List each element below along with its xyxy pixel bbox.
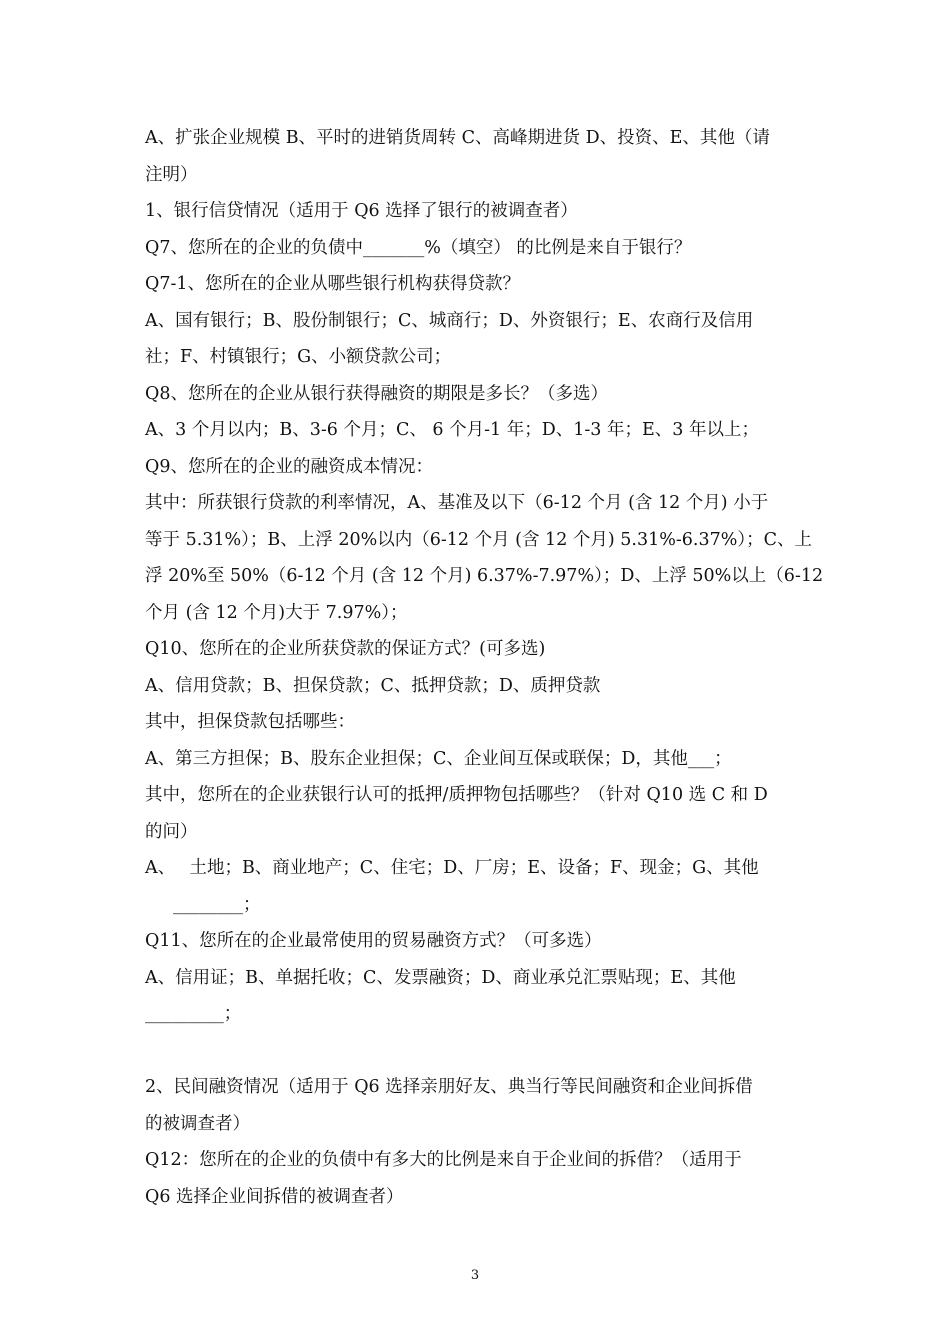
answer-options: _________； — [145, 1004, 242, 1024]
answer-options: A、 土地；B、商业地产；C、住宅；D、厂房；E、设备；F、现金；G、其他 — [145, 858, 759, 878]
paragraph-gap — [145, 1033, 810, 1070]
section-heading: 2、民间融资情况（适用于 Q6 选择亲朋好友、典当行等民间融资和企业间拆借 — [145, 1077, 753, 1097]
section-heading: 的被调查者） — [145, 1113, 250, 1134]
answer-options: 等于 5.31%）；B、上浮 20%以内（6-12 个月 (含 12 个月) 5.31%-6.37%）；C、上 — [145, 529, 813, 550]
page-number: 3 — [470, 1268, 480, 1283]
text-line: 的问） — [145, 821, 198, 842]
text-line: 其中，担保贷款包括哪些： — [145, 712, 355, 732]
answer-options: 个月 (含 12 个月)大于 7.97%）； — [145, 602, 408, 623]
answer-options: A、信用证；B、单据托收；C、发票融资；D、商业承兑汇票贴现；E、其他 — [145, 967, 736, 988]
answer-options: 其中：所获银行贷款的利率情况，A、基准及以下（6-12 个月 (含 12 个月) 小于 — [145, 493, 769, 513]
answer-options: 社；F、村镇银行；G、小额贷款公司； — [145, 347, 452, 367]
question-q11: Q11、您所在的企业最常使用的贸易融资方式？（可多选） — [145, 931, 602, 951]
answer-options: A、3 个月以内；B、3-6 个月；C、 6 个月-1 年；D、1-3 年；E、3 年以上； — [145, 420, 759, 440]
section-heading: 1、银行信贷情况（适用于 Q6 选择了银行的被调查者） — [145, 201, 578, 221]
text-line: 注明） — [145, 164, 198, 185]
answer-options: A、信用贷款；B、担保贷款；C、抵押贷款；D、质押贷款 — [145, 675, 601, 696]
question-q12: Q12：您所在的企业的负债中有多大的比例是来自于企业间的拆借？（适用于 — [145, 1150, 742, 1170]
question-q8: Q8、您所在的企业从银行获得融资的期限是多长？（多选） — [145, 383, 608, 404]
question-q12: Q6 选择企业间拆借的被调查者） — [145, 1186, 404, 1207]
text-line: A、扩张企业规模 B、平时的进销货周转 C、高峰期进货 D、投资、E、其他（请 — [145, 128, 770, 148]
answer-options: A、第三方担保；B、股东企业担保；C、企业间互保或联保；D，其他___； — [145, 748, 732, 769]
question-q7: Q7、您所在的企业的负债中_______%（填空） 的比例是来自于银行？ — [145, 237, 692, 258]
answer-options: A、国有银行；B、股份制银行；C、城商行；D、外资银行；E、农商行及信用 — [145, 310, 754, 331]
answer-options: 浮 20%至 50%（6-12 个月 (含 12 个月) 6.37%-7.97%）；D、上浮 50%以上（6-12 — [145, 566, 824, 586]
question-q7-1: Q7-1、您所在的企业从哪些银行机构获得贷款？ — [145, 274, 521, 294]
question-q10: Q10、您所在的企业所获贷款的保证方式？(可多选) — [145, 639, 546, 659]
question-q9: Q9、您所在的企业的融资成本情况： — [145, 456, 433, 477]
text-line: 其中，您所在的企业获银行认可的抵押/质押物包括哪些？（针对 Q10 选 C 和 D — [145, 785, 768, 805]
document-body — [145, 120, 824, 1215]
answer-options: ________； — [173, 894, 261, 915]
